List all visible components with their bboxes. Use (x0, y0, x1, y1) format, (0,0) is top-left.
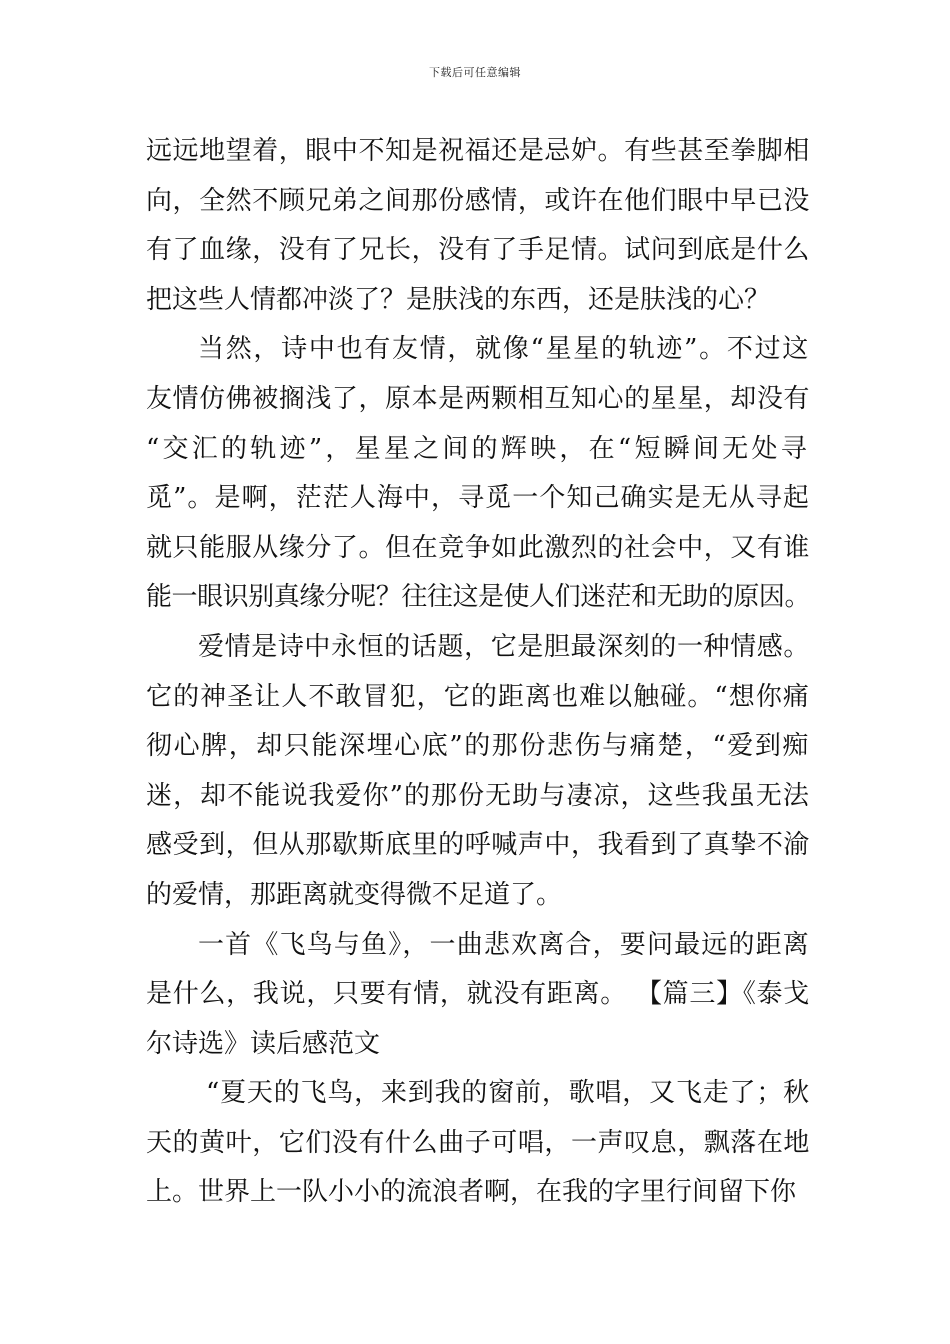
text-line: 能一眼识别真缘分呢？往往这是使人们迷茫和无助的原因。 (146, 582, 810, 613)
paragraph-conclusion (146, 921, 810, 1070)
text-line: 的爱情，那距离就变得微不足道了。 (146, 879, 563, 910)
text-line: 向，全然不顾兄弟之间那份感情，或许在他们眼中早已没 (146, 185, 810, 216)
text-line: 彻心脾，却只能深埋心底”的那份悲伤与痛楚，“爱到痴 (146, 731, 810, 762)
text-line: 把这些人情都冲淡了？是肤浅的东西，还是肤浅的心？ (146, 284, 771, 315)
text-line: 是什么，我说，只要有情，就没有距离。 【篇三】《泰戈 (146, 979, 810, 1010)
text-line: “夏天的飞鸟，来到我的窗前，歌唱，又飞走了；秋 (206, 1078, 810, 1109)
paragraph-friendship (146, 325, 810, 623)
text-line: 迷，却不能说我爱你”的那份无助与凄凉，这些我虽无法 (146, 780, 810, 811)
document-body (146, 127, 810, 1218)
text-line: 友情仿佛被搁浅了，原本是两颗相互知心的星星，却没有 (146, 383, 810, 414)
text-line: 觅”。是啊，茫茫人海中，寻觅一个知己确实是无从寻起 (146, 483, 810, 514)
text-line: 天的黄叶，它们没有什么曲子可唱，一声叹息，飘落在地 (146, 1127, 810, 1158)
paragraph-love (146, 623, 810, 921)
text-line: 感受到，但从那歇斯底里的呼喊声中，我看到了真挚不渝 (146, 830, 810, 861)
text-line: 就只能服从缘分了。但在竞争如此激烈的社会中，又有谁 (146, 532, 810, 563)
text-line: 它的神圣让人不敢冒犯，它的距离也难以触碰。“想你痛 (146, 681, 810, 712)
text-line: 远远地望着，眼中不知是祝福还是忌妒。有些甚至拳脚相 (146, 136, 810, 166)
text-line: 一首《飞鸟与鱼》，一曲悲欢离合，要问最远的距离 (198, 929, 810, 960)
text-line: 尔诗选》读后感范文 (146, 1028, 381, 1059)
text-line: “交汇的轨迹”，星星之间的辉映，在“短瞬间无处寻 (146, 433, 810, 464)
text-line: 上。世界上一队小小的流浪者啊，在我的字里行间留下你 (146, 1177, 797, 1208)
paragraph-quote (146, 1069, 810, 1218)
text-line: 当然，诗中也有友情，就像“星星的轨迹”。不过这 (198, 334, 810, 365)
text-line: 爱情是诗中永恒的话题，它是胆最深刻的一种情感。 (198, 631, 810, 662)
paragraph-family (146, 127, 810, 325)
text-line: 有了血缘，没有了兄长，没有了手足情。试问到底是什么 (146, 235, 810, 266)
page-header: 下载后可任意编辑 (429, 66, 521, 79)
